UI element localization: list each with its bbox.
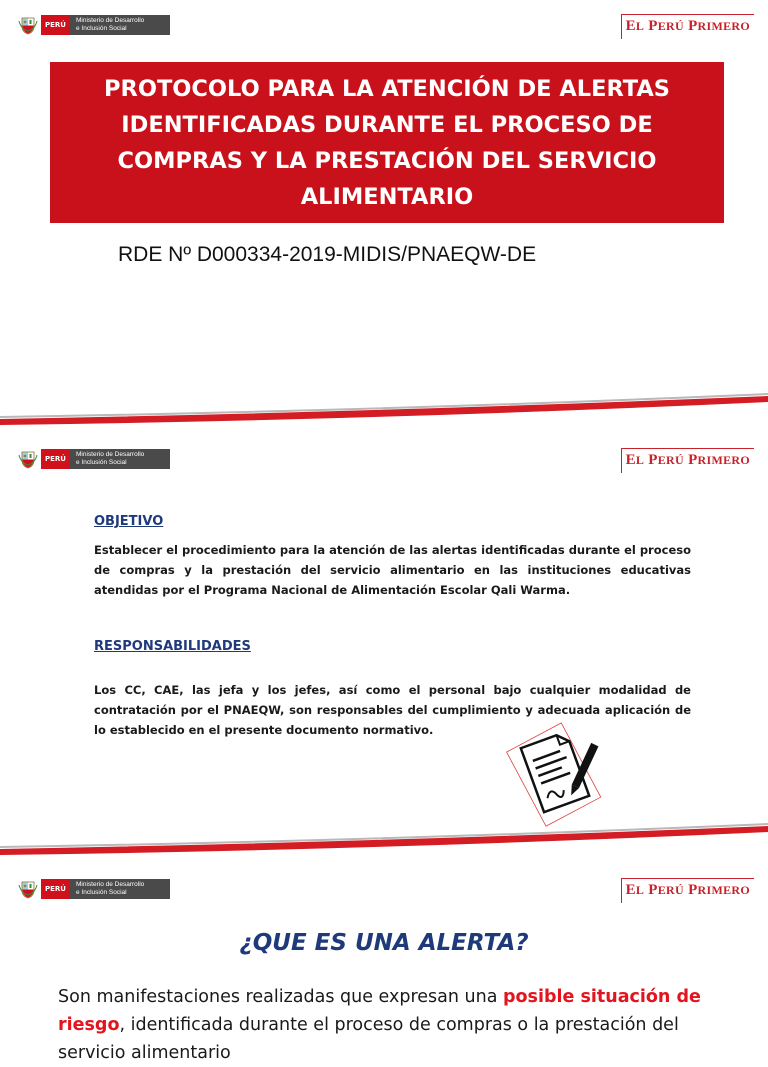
responsabilidades-text: Los CC, CAE, las jefa y los jefes, así como el personal bajo cualquier modalidad de contratación por el PNAEQW, son responsables del cumplimiento y adecuada aplicación de lo establecido en el presente documento normativo.: [94, 683, 691, 737]
slide-1: [0, 0, 768, 430]
peru-label: PERÚ: [41, 879, 70, 899]
objetivo-text: Establecer el procedimiento para la atención de las alertas identificadas durante el proceso de compras y la prestación del servicio alimentario en las instituciones educativas atendidas por el Programa Nacional de Alimentación Escolar Qali Warma.: [94, 543, 691, 597]
el-peru-primero-logo: EL PERÚ PRIMERO: [621, 448, 754, 473]
ministry-label: Ministerio de Desarrollo e Inclusión Social: [70, 879, 170, 899]
el-peru-primero-logo: EL PERÚ PRIMERO: [621, 14, 754, 39]
responsabilidades-heading: RESPONSABILIDADES: [94, 639, 251, 654]
footer-swoosh: [0, 820, 768, 860]
midis-logo: [18, 448, 170, 470]
slide-title: PROTOCOLO PARA LA ATENCIÓN DE ALERTAS IDENTIFICADAS DURANTE EL PROCESO DE COMPRAS Y LA PRESTACIÓN DEL SERVICIO ALIMENTARIO: [104, 75, 670, 210]
escudo-icon: [18, 449, 38, 469]
slide-2: [0, 430, 768, 860]
title-banner: [50, 62, 724, 223]
el-peru-primero-logo: EL PERÚ PRIMERO: [621, 878, 754, 903]
midis-logo: [18, 878, 170, 900]
alert-definition-text: Son manifestaciones realizadas que expresan una posible situación de riesgo, identificada durante el proceso de compras o la prestación del servicio alimentario: [58, 987, 701, 1063]
footer-swoosh: [0, 390, 768, 430]
escudo-icon: [18, 879, 38, 899]
risk-highlight: posible situación de riesgo: [58, 987, 701, 1035]
signed-document-icon: [505, 720, 605, 830]
peru-label: PERÚ: [41, 449, 70, 469]
resolution-number: RDE Nº D000334-2019-MIDIS/PNAEQW-DE: [118, 243, 537, 266]
ministry-label: Ministerio de Desarrollo e Inclusión Social: [70, 449, 170, 469]
objetivo-heading: OBJETIVO: [94, 514, 164, 529]
peru-label: PERÚ: [41, 15, 70, 35]
slide-3: [0, 860, 768, 1063]
midis-logo: [18, 14, 170, 36]
alert-question-title: ¿QUE ES UNA ALERTA?: [239, 930, 529, 956]
ministry-label: Ministerio de Desarrollo e Inclusión Social: [70, 15, 170, 35]
escudo-icon: [18, 15, 38, 35]
